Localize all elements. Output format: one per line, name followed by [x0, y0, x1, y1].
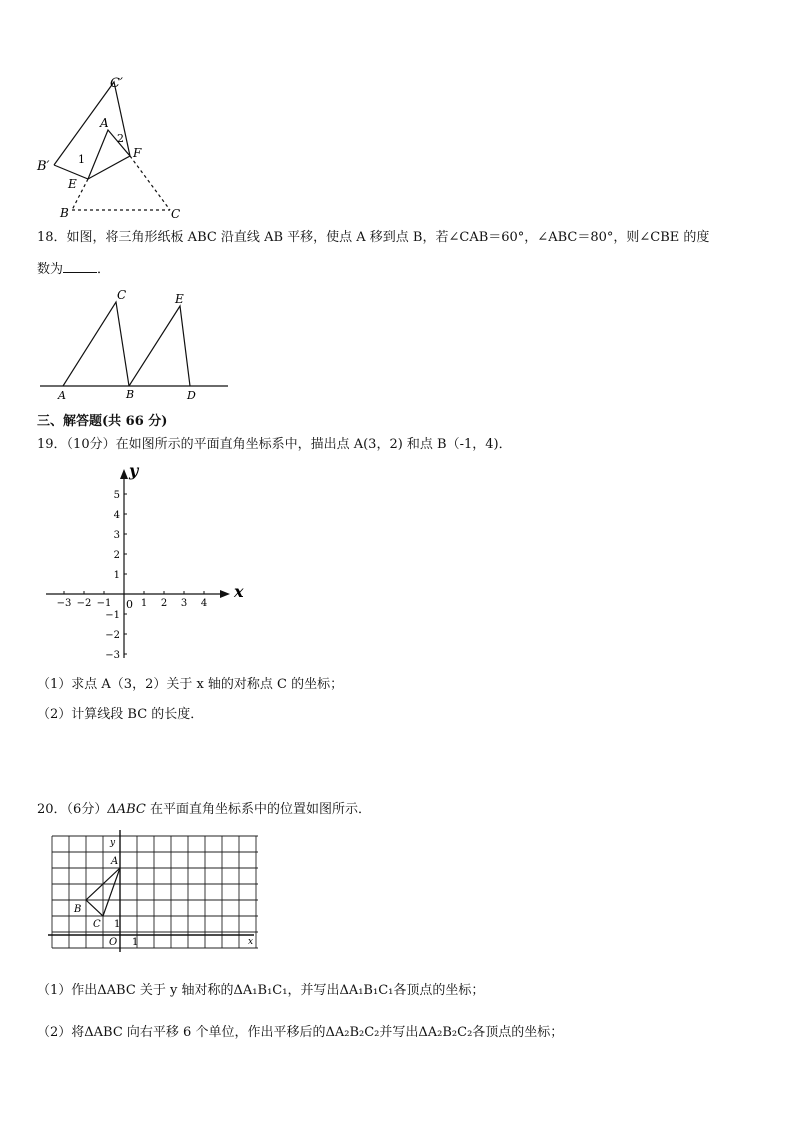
x-tick-label: 2	[160, 598, 168, 609]
label-angle-1: 1	[78, 153, 85, 166]
y-tick-label: 5	[113, 490, 120, 501]
q20-stem-prefix: 20．（6分）	[37, 802, 108, 817]
label-c: C	[171, 207, 181, 221]
y-tick-label: −3	[105, 650, 120, 661]
y-tick-label: 2	[113, 550, 120, 561]
q20-sub2: （2）将ΔABC 向右平移 6 个单位，作出平移后的ΔA₂B₂C₂并写出ΔA₂B₂C₂各顶点的坐标；	[37, 1025, 564, 1040]
fold-dashed-fc	[130, 156, 170, 210]
origin-label: O	[109, 937, 118, 948]
q20-sub1: （1）作出ΔABC 关于 y 轴对称的ΔA₁B₁C₁，并写出ΔA₁B₁C₁各顶点的坐标；	[37, 983, 485, 998]
q18-line2-prefix: 数为	[37, 262, 64, 277]
q18-line1: 18．如图，将三角形纸板 ABC 沿直线 AB 平移，使点 A 移到点 B，若∠CAB＝60°，∠ABC＝80°，则∠CBE 的度	[37, 230, 710, 245]
x-axis-label: x	[234, 582, 244, 601]
grid-figure	[48, 828, 263, 953]
label-b: B	[60, 206, 69, 220]
translation-figure	[38, 288, 233, 403]
triangle-abc	[63, 302, 129, 386]
q19-stem: 19．（10分）在如图所示的平面直角坐标系中，描出点 A(3，2) 和点 B（-1，4)．	[37, 437, 512, 452]
q18-line2	[37, 260, 110, 279]
y-axis-label: y	[129, 461, 139, 480]
label-f: F	[133, 146, 142, 160]
fold-outline	[54, 82, 130, 179]
x-tick-label: 1	[140, 598, 148, 609]
label-a: A	[100, 116, 109, 130]
q18-line2-suffix: ．	[97, 262, 111, 277]
q19-sub2: （2）计算线段 BC 的长度．	[37, 707, 204, 722]
grid-x-label: x	[248, 937, 254, 947]
y-tick-label: 1	[113, 570, 120, 581]
grid-x-one: 1	[132, 937, 139, 948]
y-tick-label: −2	[105, 630, 120, 641]
label-c: C	[117, 288, 127, 302]
origin-label: 0	[126, 598, 133, 611]
answer-blank	[63, 260, 97, 273]
grid-y-label: y	[110, 838, 116, 848]
y-tick-label: 4	[113, 510, 120, 521]
x-tick-label: 4	[200, 598, 208, 609]
label-d: D	[187, 389, 196, 402]
q20-stem-suffix: 在平面直角坐标系中的位置如图所示．	[145, 802, 371, 817]
x-tick-label: 3	[180, 598, 188, 609]
fold-triangle-figure	[30, 70, 200, 225]
y-tick-label: 3	[113, 530, 120, 541]
coordinate-axes-figure	[40, 460, 255, 665]
label-a: A	[58, 389, 66, 402]
triangle-bde	[129, 306, 190, 386]
label-b-prime: B′	[37, 159, 50, 174]
label-b: B	[74, 904, 82, 915]
label-c-prime: C′	[110, 76, 123, 91]
grid-y-one: 1	[114, 919, 121, 930]
label-angle-2: 2	[117, 132, 124, 145]
x-tick-label: −2	[76, 598, 92, 609]
x-tick-label: −1	[96, 598, 112, 609]
y-arrow-icon	[120, 469, 128, 479]
x-tick-label: −3	[56, 598, 72, 609]
y-tick-label: −1	[105, 610, 120, 621]
label-e: E	[68, 177, 77, 191]
label-e: E	[175, 292, 184, 306]
q20-stem-triangle: ΔABC	[107, 802, 146, 817]
label-c: C	[93, 919, 101, 930]
x-arrow-icon	[220, 590, 230, 598]
label-a: A	[111, 856, 119, 867]
q20-stem	[37, 801, 371, 819]
label-b: B	[126, 388, 135, 401]
q19-sub1: （1）求点 A（3，2）关于 x 轴的对称点 C 的坐标；	[37, 677, 344, 692]
section-title: 三、解答题(共 66 分)	[37, 414, 168, 429]
